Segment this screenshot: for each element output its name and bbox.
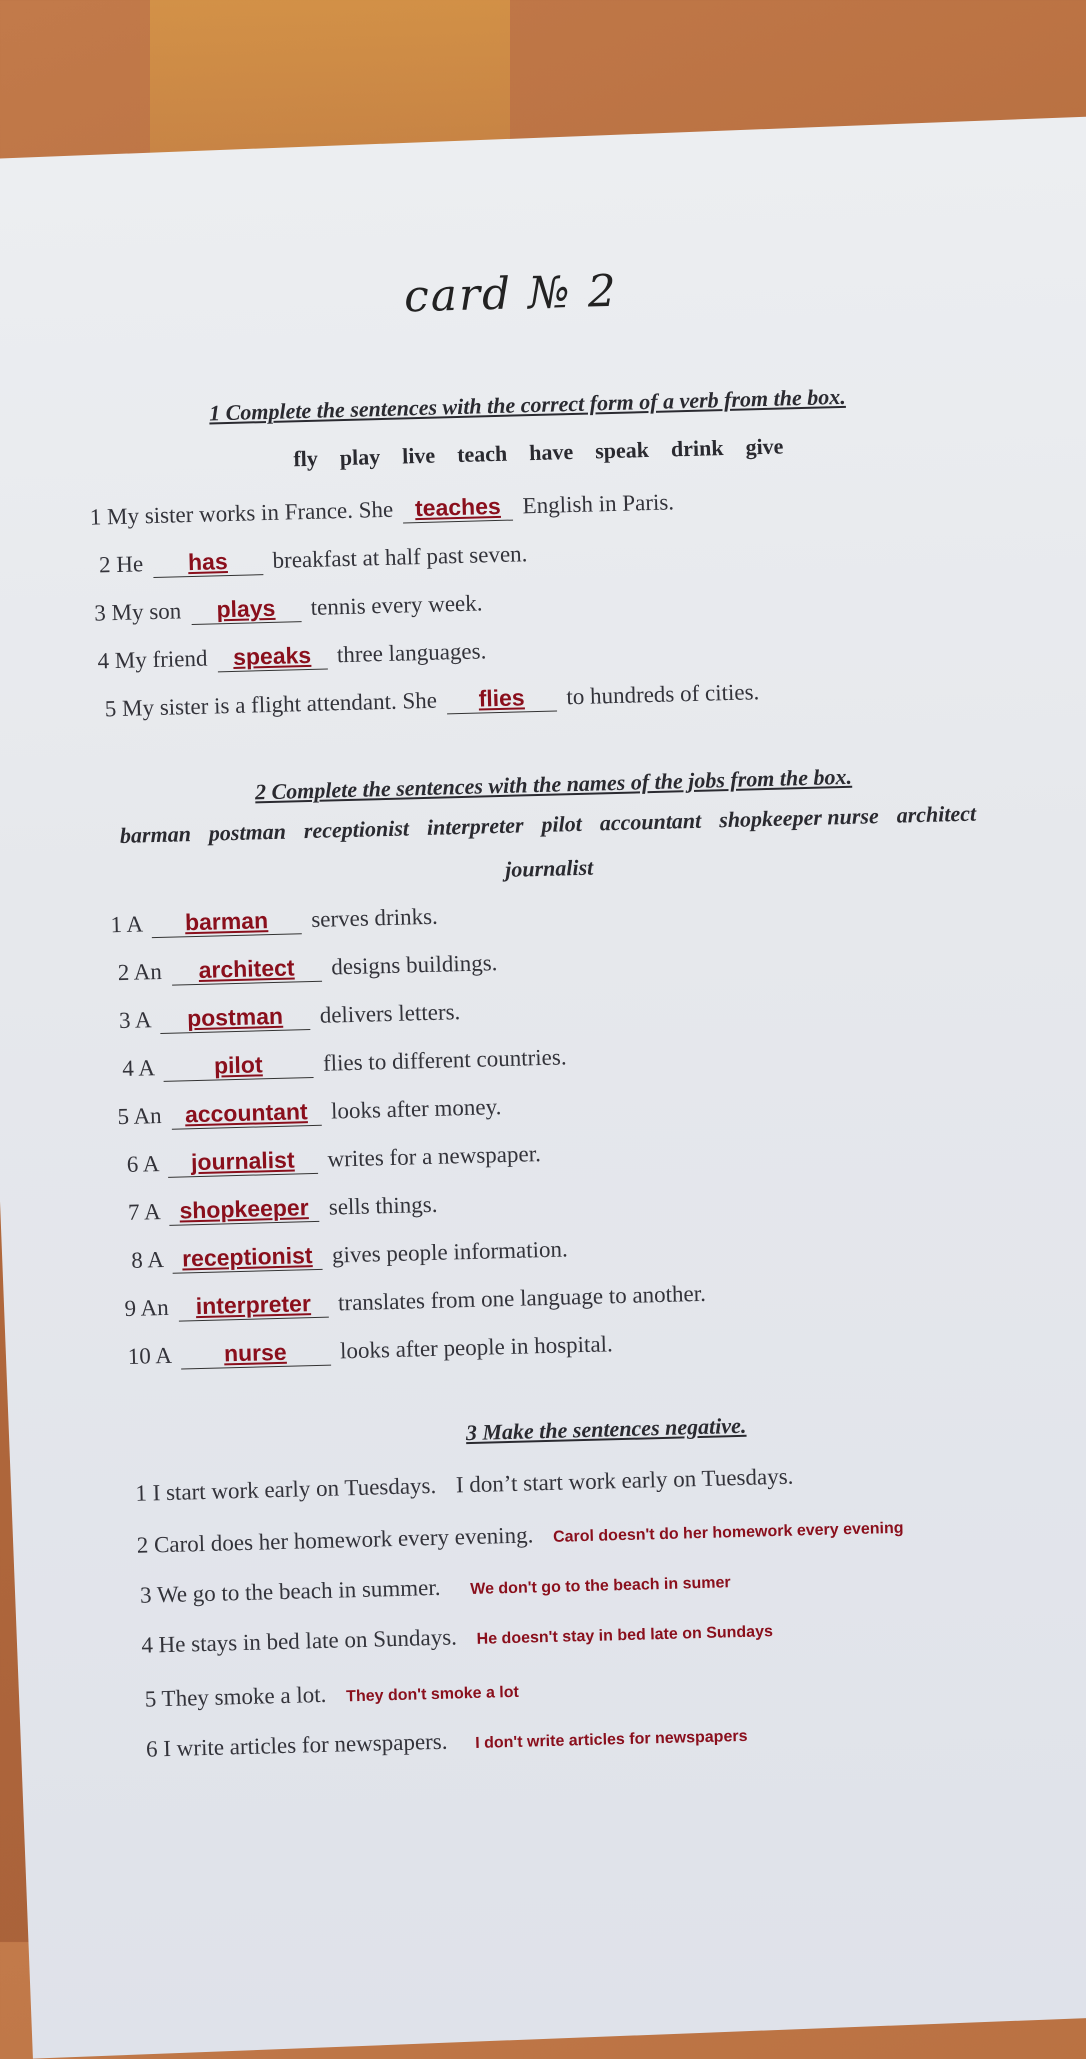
word-box-item: shopkeeper nurse: [718, 803, 879, 833]
answer-text: plays: [216, 594, 276, 623]
answer-blank: [160, 1002, 311, 1034]
word-box-item: interpreter: [426, 812, 524, 840]
answer-blank: [171, 954, 322, 986]
handwritten-answer: They don't smoke a lot: [345, 1683, 520, 1706]
word-box-item: have: [528, 438, 574, 466]
section1-word-box: [293, 433, 784, 472]
exercise2-item: 1 A barman serves drinks.: [110, 903, 439, 938]
word-box-item: barman: [119, 821, 192, 848]
exercise1-item: 1 My sister works in France. She teaches English in Paris.: [89, 489, 675, 530]
exercise3-item: 5 They smoke a lot. They don't smoke a lot: [144, 1681, 520, 1712]
word-box-item: postman: [208, 818, 287, 846]
answer-blank: [167, 1146, 318, 1178]
answer-text: speaks: [232, 641, 312, 670]
exercise2-item: 3 A postman delivers letters.: [118, 999, 461, 1034]
answer-text: nurse: [223, 1338, 287, 1367]
section1-title: 1 Complete the sentences with the correct form of a verb from the box.: [208, 383, 846, 426]
printed-answer: I don’t start work early on Tuesdays.: [455, 1463, 794, 1498]
answer-text: has: [187, 548, 229, 576]
exercise1-item: 5 My sister is a flight attendant. She flies to hundreds of cities.: [104, 679, 760, 722]
answer-blank: [446, 683, 557, 714]
exercise2-item: 9 An interpreter translates from one language to another.: [124, 1280, 707, 1322]
answer-text: architect: [198, 954, 295, 983]
exercise1-item: 3 My son plays tennis every week.: [94, 590, 483, 626]
word-box-item: journalist: [504, 854, 594, 882]
answer-text: accountant: [184, 1098, 308, 1128]
answer-blank: [163, 1050, 314, 1082]
handwritten-answer: I don't write articles for newspapers: [475, 1727, 748, 1752]
card-title: card № 2: [403, 265, 619, 323]
exercise2-item: 8 A receptionist gives people information.: [130, 1236, 569, 1273]
section2-title: 2 Complete the sentences with the names of the jobs from the box.: [254, 763, 853, 805]
word-box-item: receptionist: [303, 815, 410, 844]
word-box-item: fly: [293, 445, 319, 472]
word-box-item: speak: [594, 436, 650, 464]
word-box-item: accountant: [599, 807, 702, 836]
exercise1-item: 2 He has breakfast at half past seven.: [98, 541, 528, 578]
word-box-item: pilot: [541, 810, 583, 837]
exercise2-item: 5 An accountant looks after money.: [117, 1094, 502, 1130]
answer-text: journalist: [190, 1146, 295, 1176]
answer-blank: [171, 1098, 322, 1130]
answer-blank: [169, 1194, 320, 1226]
answer-text: postman: [186, 1002, 284, 1032]
answer-blank: [217, 641, 328, 672]
exercise3-item: 3 We go to the beach in summer. We don't go to the beach in sumer: [139, 1574, 731, 1608]
word-box-item: live: [401, 442, 436, 469]
handwritten-answer: We don't go to the beach in sumer: [470, 1574, 731, 1599]
exercise3-item: 2 Carol does her homework every evening. Carol doesn't do her homework every evening: [136, 1519, 904, 1558]
handwritten-answer: He doesn't stay in bed late on Sundays: [476, 1623, 774, 1648]
answer-text: teaches: [414, 492, 502, 522]
word-box-item: architect: [896, 800, 977, 828]
exercise2-item: 2 An architect designs buildings.: [117, 950, 498, 986]
section3-title: 3 Make the sentences negative.: [465, 1412, 747, 1446]
exercise3-item: 6 I write articles for newspapers. I don't write articles for newspapers: [145, 1727, 748, 1762]
answer-blank: [172, 1242, 323, 1274]
exercise2-item: 6 A journalist writes for a newspaper.: [126, 1141, 542, 1177]
answer-text: receptionist: [181, 1242, 313, 1272]
answer-text: barman: [184, 907, 269, 936]
handwritten-answer: Carol doesn't do her homework every evening: [552, 1519, 904, 1546]
exercise2-item: 4 A pilot flies to different countries.: [121, 1044, 567, 1081]
answer-text: shopkeeper: [179, 1194, 309, 1224]
answer-blank: [153, 547, 264, 578]
section2-word-box: [68, 799, 1030, 894]
answer-blank: [178, 1290, 329, 1322]
answer-text: pilot: [213, 1051, 263, 1079]
word-box-item: drink: [670, 435, 724, 462]
word-box-item: give: [745, 433, 784, 460]
exercise3-item: 4 He stays in bed late on Sundays. He doesn't stay in bed late on Sundays: [141, 1623, 774, 1658]
word-box-item: teach: [456, 440, 508, 468]
answer-text: interpreter: [195, 1290, 312, 1320]
answer-blank: [403, 493, 514, 524]
exercise1-item: 4 My friend speaks three languages.: [97, 638, 487, 674]
answer-blank: [180, 1338, 331, 1370]
exercise2-item: 7 A shopkeeper sells things.: [127, 1191, 438, 1225]
answer-text: flies: [478, 684, 525, 712]
word-box-item: play: [339, 444, 381, 471]
answer-blank: [151, 906, 302, 938]
answer-blank: [191, 594, 302, 625]
exercise2-item: 10 A nurse looks after people in hospital.: [127, 1331, 614, 1369]
exercise3-item: 1 I start work early on Tuesdays. I don’t start work early on Tuesdays.: [135, 1463, 794, 1506]
